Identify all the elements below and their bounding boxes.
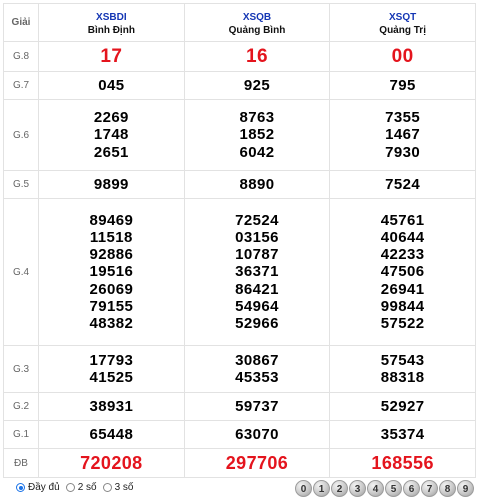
prize-number: 57543 bbox=[380, 351, 425, 369]
prize-number: 63070 bbox=[235, 425, 279, 443]
prize-number: 03156 bbox=[235, 228, 279, 246]
digit-filter-button[interactable]: 2 bbox=[331, 480, 348, 497]
prize-number: 7524 bbox=[385, 175, 421, 193]
prize-number: 045 bbox=[98, 76, 125, 94]
province-link-1[interactable]: XSBDI bbox=[96, 11, 127, 23]
prize-row bbox=[4, 449, 476, 478]
prize-cell bbox=[184, 171, 330, 199]
prize-number: 10787 bbox=[235, 246, 279, 264]
prize-cell bbox=[330, 100, 476, 171]
province-name-3: Quảng Trị bbox=[379, 24, 426, 36]
prize-label: G.6 bbox=[4, 100, 39, 171]
prize-number: 99844 bbox=[380, 297, 425, 315]
prize-cell bbox=[39, 421, 185, 449]
province-header-1 bbox=[39, 4, 185, 42]
prize-number: 26941 bbox=[380, 280, 425, 298]
prize-row bbox=[4, 100, 476, 171]
prize-number: 30867 bbox=[235, 351, 279, 369]
radio-button[interactable] bbox=[16, 483, 25, 492]
prize-number: 8890 bbox=[239, 175, 275, 193]
digit-filter-button[interactable]: 8 bbox=[439, 480, 456, 497]
radio-label: Đầy đủ bbox=[28, 482, 60, 493]
prize-number: 17 bbox=[100, 45, 123, 67]
province-header-3 bbox=[330, 4, 476, 42]
prize-cell bbox=[330, 42, 476, 72]
prize-number: 8763 bbox=[239, 109, 275, 127]
prize-cell bbox=[330, 171, 476, 199]
prize-cell bbox=[184, 42, 330, 72]
prize-number: 35374 bbox=[380, 425, 425, 443]
prize-number: 48382 bbox=[89, 315, 134, 332]
prize-number: 52927 bbox=[380, 397, 425, 415]
digit-filter-button[interactable]: 4 bbox=[367, 480, 384, 497]
digit-filter-button[interactable]: 9 bbox=[457, 480, 474, 497]
prize-column-header: Giải bbox=[4, 4, 39, 42]
prize-cell bbox=[184, 100, 330, 171]
prize-number: 925 bbox=[243, 76, 271, 94]
prize-row bbox=[4, 171, 476, 199]
prize-label: G.5 bbox=[4, 171, 39, 199]
prize-number: 38931 bbox=[89, 397, 134, 415]
radio-button[interactable] bbox=[66, 483, 75, 492]
prize-cell bbox=[39, 199, 185, 346]
prize-cell bbox=[39, 449, 185, 478]
prize-cell bbox=[39, 100, 185, 171]
prize-number: 40644 bbox=[380, 228, 425, 246]
prize-cell bbox=[39, 171, 185, 199]
radio-button[interactable] bbox=[103, 483, 112, 492]
prize-label: G.4 bbox=[4, 199, 39, 346]
prize-cell bbox=[184, 346, 330, 393]
prize-row bbox=[4, 72, 476, 100]
digit-filter-button[interactable]: 7 bbox=[421, 480, 438, 497]
province-name-2: Quảng Bình bbox=[228, 24, 286, 36]
display-mode-option[interactable] bbox=[103, 482, 134, 493]
prize-number: 89469 bbox=[89, 211, 134, 229]
province-link-3[interactable]: XSQT bbox=[389, 11, 417, 23]
prize-cell bbox=[330, 449, 476, 478]
prize-cell bbox=[330, 421, 476, 449]
prize-number: 52966 bbox=[235, 315, 279, 332]
prize-cell bbox=[39, 72, 185, 100]
digit-filter-button[interactable]: 5 bbox=[385, 480, 402, 497]
digit-filter-button[interactable]: 6 bbox=[403, 480, 420, 497]
prize-label: G.8 bbox=[4, 42, 39, 72]
prize-cell bbox=[184, 421, 330, 449]
digit-filter-button[interactable]: 1 bbox=[313, 480, 330, 497]
prize-number: 88318 bbox=[380, 369, 425, 386]
header-row bbox=[4, 4, 476, 42]
prize-number: 26069 bbox=[89, 280, 134, 298]
prize-number: 00 bbox=[391, 45, 414, 67]
prize-number: 2269 bbox=[93, 109, 129, 127]
prize-label: G.3 bbox=[4, 346, 39, 393]
prize-number: 297706 bbox=[225, 453, 289, 473]
prize-number: 41525 bbox=[89, 369, 134, 386]
prize-cell bbox=[330, 393, 476, 421]
prize-number: 72524 bbox=[235, 211, 279, 229]
prize-number: 1748 bbox=[93, 126, 129, 144]
radio-label: 3 số bbox=[114, 482, 134, 493]
province-name-1: Bình Định bbox=[87, 24, 135, 36]
prize-number: 16 bbox=[246, 45, 268, 67]
prize-number: 1467 bbox=[385, 126, 421, 144]
prize-cell bbox=[330, 72, 476, 100]
prize-cell bbox=[330, 346, 476, 393]
province-header-2 bbox=[184, 4, 330, 42]
prize-number: 795 bbox=[389, 76, 416, 94]
prize-number: 54964 bbox=[235, 297, 279, 315]
display-mode-option[interactable] bbox=[16, 482, 60, 493]
footer-controls bbox=[0, 478, 478, 500]
prize-number: 86421 bbox=[235, 280, 279, 298]
prize-cell bbox=[184, 199, 330, 346]
prize-number: 720208 bbox=[80, 453, 143, 473]
prize-label: G.7 bbox=[4, 72, 39, 100]
prize-cell bbox=[39, 346, 185, 393]
prize-number: 11518 bbox=[89, 228, 133, 246]
prize-number: 59737 bbox=[235, 397, 279, 415]
results-table bbox=[3, 3, 476, 478]
prize-cell bbox=[184, 72, 330, 100]
prize-number: 45761 bbox=[380, 211, 425, 229]
prize-number: 36371 bbox=[235, 263, 279, 281]
prize-number: 17793 bbox=[89, 351, 134, 369]
digit-filter-button[interactable]: 0 bbox=[295, 480, 312, 497]
digit-filter-button[interactable]: 3 bbox=[349, 480, 366, 497]
prize-number: 7930 bbox=[385, 143, 421, 161]
prize-row bbox=[4, 346, 476, 393]
prize-cell bbox=[184, 449, 330, 478]
prize-cell bbox=[184, 393, 330, 421]
prize-cell bbox=[39, 393, 185, 421]
prize-cell bbox=[39, 42, 185, 72]
prize-number: 79155 bbox=[89, 297, 134, 315]
radio-label: 2 số bbox=[77, 482, 97, 493]
prize-number: 65448 bbox=[89, 425, 134, 443]
display-mode-radio-group bbox=[16, 482, 140, 493]
display-mode-option[interactable] bbox=[66, 482, 97, 493]
prize-number: 57522 bbox=[380, 315, 425, 332]
prize-number: 1852 bbox=[239, 126, 275, 144]
prize-number: 168556 bbox=[371, 453, 434, 473]
prize-number: 2651 bbox=[93, 143, 129, 161]
prize-row bbox=[4, 42, 476, 72]
prize-number: 92886 bbox=[89, 246, 134, 264]
prize-label: G.1 bbox=[4, 421, 39, 449]
prize-row bbox=[4, 421, 476, 449]
province-link-2[interactable]: XSQB bbox=[242, 11, 272, 23]
prize-row bbox=[4, 393, 476, 421]
prize-number: 19516 bbox=[89, 263, 134, 281]
prize-number: 9899 bbox=[93, 175, 129, 193]
prize-number: 6042 bbox=[239, 143, 275, 161]
prize-number: 7355 bbox=[385, 109, 421, 127]
prize-label: G.2 bbox=[4, 393, 39, 421]
prize-number: 47506 bbox=[380, 263, 425, 281]
prize-row bbox=[4, 199, 476, 346]
prize-number: 42233 bbox=[380, 246, 425, 264]
prize-number: 45353 bbox=[235, 369, 279, 386]
prize-cell bbox=[330, 199, 476, 346]
digit-filter bbox=[295, 480, 475, 497]
prize-label: ĐB bbox=[4, 449, 39, 478]
